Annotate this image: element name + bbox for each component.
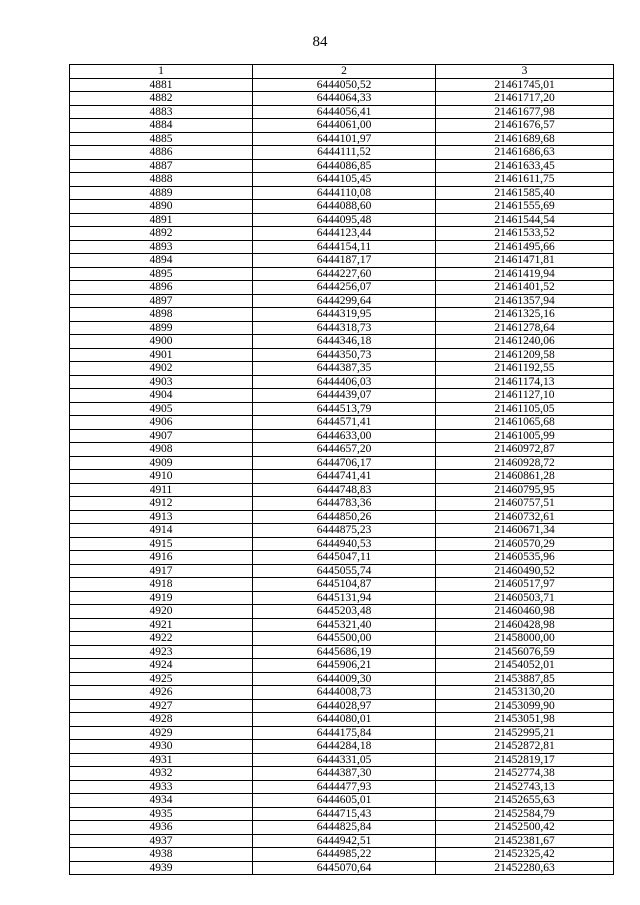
point-number-cell: 4905 bbox=[70, 402, 253, 416]
x-coordinate-cell: 6444571,41 bbox=[253, 416, 436, 430]
table-row bbox=[70, 794, 614, 808]
y-coordinate-cell: 21461745,01 bbox=[436, 78, 614, 92]
y-coordinate-cell: 21460972,87 bbox=[436, 443, 614, 457]
x-coordinate-cell: 6444110,08 bbox=[253, 186, 436, 200]
table-row bbox=[70, 591, 614, 605]
x-coordinate-cell: 6444942,51 bbox=[253, 834, 436, 848]
y-coordinate-cell: 21461240,06 bbox=[436, 335, 614, 349]
y-coordinate-cell: 21453130,20 bbox=[436, 686, 614, 700]
point-number-cell: 4883 bbox=[70, 105, 253, 119]
x-coordinate-cell: 6444439,07 bbox=[253, 389, 436, 403]
y-coordinate-cell: 21461174,13 bbox=[436, 375, 614, 389]
y-coordinate-cell: 21452325,42 bbox=[436, 848, 614, 862]
point-number-cell: 4884 bbox=[70, 119, 253, 133]
y-coordinate-cell: 21460861,28 bbox=[436, 470, 614, 484]
table-row bbox=[70, 254, 614, 268]
point-number-cell: 4895 bbox=[70, 267, 253, 281]
x-coordinate-cell: 6444008,73 bbox=[253, 686, 436, 700]
table-row bbox=[70, 159, 614, 173]
x-coordinate-cell: 6444783,36 bbox=[253, 497, 436, 511]
y-coordinate-cell: 21461611,75 bbox=[436, 173, 614, 187]
x-coordinate-cell: 6444061,00 bbox=[253, 119, 436, 133]
x-coordinate-cell: 6444825,84 bbox=[253, 821, 436, 835]
y-coordinate-cell: 21461419,94 bbox=[436, 267, 614, 281]
x-coordinate-cell: 6444105,45 bbox=[253, 173, 436, 187]
x-coordinate-cell: 6445686,19 bbox=[253, 645, 436, 659]
point-number-cell: 4932 bbox=[70, 767, 253, 781]
x-coordinate-cell: 6444350,73 bbox=[253, 348, 436, 362]
point-number-cell: 4894 bbox=[70, 254, 253, 268]
y-coordinate-cell: 21458000,00 bbox=[436, 632, 614, 646]
point-number-cell: 4890 bbox=[70, 200, 253, 214]
table-row bbox=[70, 645, 614, 659]
table-row bbox=[70, 416, 614, 430]
y-coordinate-cell: 21454052,01 bbox=[436, 659, 614, 673]
x-coordinate-cell: 6444605,01 bbox=[253, 794, 436, 808]
point-number-cell: 4930 bbox=[70, 740, 253, 754]
point-number-cell: 4893 bbox=[70, 240, 253, 254]
x-coordinate-cell: 6444056,41 bbox=[253, 105, 436, 119]
table-row bbox=[70, 834, 614, 848]
table-row bbox=[70, 821, 614, 835]
table-row bbox=[70, 618, 614, 632]
y-coordinate-cell: 21461127,10 bbox=[436, 389, 614, 403]
page-number: 84 bbox=[312, 34, 328, 50]
point-number-cell: 4922 bbox=[70, 632, 253, 646]
point-number-cell: 4926 bbox=[70, 686, 253, 700]
x-coordinate-cell: 6445500,00 bbox=[253, 632, 436, 646]
point-number-cell: 4888 bbox=[70, 173, 253, 187]
table-row bbox=[70, 389, 614, 403]
table-row bbox=[70, 443, 614, 457]
point-number-cell: 4913 bbox=[70, 510, 253, 524]
table-row bbox=[70, 659, 614, 673]
table-row bbox=[70, 848, 614, 862]
table-row bbox=[70, 78, 614, 92]
y-coordinate-cell: 21461676,57 bbox=[436, 119, 614, 133]
table-row bbox=[70, 375, 614, 389]
table-row bbox=[70, 429, 614, 443]
table-row bbox=[70, 497, 614, 511]
table-row bbox=[70, 551, 614, 565]
point-number-cell: 4924 bbox=[70, 659, 253, 673]
point-number-cell: 4889 bbox=[70, 186, 253, 200]
y-coordinate-cell: 21452872,81 bbox=[436, 740, 614, 754]
table-row bbox=[70, 605, 614, 619]
y-coordinate-cell: 21461544,54 bbox=[436, 213, 614, 227]
x-coordinate-cell: 6444064,33 bbox=[253, 92, 436, 106]
x-coordinate-cell: 6444187,17 bbox=[253, 254, 436, 268]
y-coordinate-cell: 21452500,42 bbox=[436, 821, 614, 835]
x-coordinate-cell: 6444331,05 bbox=[253, 753, 436, 767]
y-coordinate-cell: 21452743,13 bbox=[436, 780, 614, 794]
y-coordinate-cell: 21461633,45 bbox=[436, 159, 614, 173]
table-header-row bbox=[70, 65, 614, 79]
point-number-cell: 4902 bbox=[70, 362, 253, 376]
point-number-cell: 4937 bbox=[70, 834, 253, 848]
point-number-cell: 4887 bbox=[70, 159, 253, 173]
x-coordinate-cell: 6445047,11 bbox=[253, 551, 436, 565]
table-row bbox=[70, 537, 614, 551]
table-row bbox=[70, 146, 614, 160]
x-coordinate-cell: 6444175,84 bbox=[253, 726, 436, 740]
table-row bbox=[70, 200, 614, 214]
table-row bbox=[70, 807, 614, 821]
point-number-cell: 4925 bbox=[70, 672, 253, 686]
x-coordinate-cell: 6444088,60 bbox=[253, 200, 436, 214]
table-row bbox=[70, 699, 614, 713]
table-row bbox=[70, 861, 614, 875]
x-coordinate-cell: 6444706,17 bbox=[253, 456, 436, 470]
x-coordinate-cell: 6444154,11 bbox=[253, 240, 436, 254]
table-row bbox=[70, 672, 614, 686]
y-coordinate-cell: 21460928,72 bbox=[436, 456, 614, 470]
y-coordinate-cell: 21460671,34 bbox=[436, 524, 614, 538]
x-coordinate-cell: 6444346,18 bbox=[253, 335, 436, 349]
y-coordinate-cell: 21460428,98 bbox=[436, 618, 614, 632]
x-coordinate-cell: 6444319,95 bbox=[253, 308, 436, 322]
x-coordinate-cell: 6444940,53 bbox=[253, 537, 436, 551]
point-number-cell: 4916 bbox=[70, 551, 253, 565]
y-coordinate-cell: 21461585,40 bbox=[436, 186, 614, 200]
table-row bbox=[70, 740, 614, 754]
point-number-cell: 4909 bbox=[70, 456, 253, 470]
table-row bbox=[70, 713, 614, 727]
table-row bbox=[70, 524, 614, 538]
table-row bbox=[70, 470, 614, 484]
x-coordinate-cell: 6444028,97 bbox=[253, 699, 436, 713]
table-row bbox=[70, 294, 614, 308]
y-coordinate-cell: 21461495,66 bbox=[436, 240, 614, 254]
point-number-cell: 4903 bbox=[70, 375, 253, 389]
y-coordinate-cell: 21452584,79 bbox=[436, 807, 614, 821]
point-number-cell: 4912 bbox=[70, 497, 253, 511]
table-row bbox=[70, 267, 614, 281]
x-coordinate-cell: 6445055,74 bbox=[253, 564, 436, 578]
point-number-cell: 4892 bbox=[70, 227, 253, 241]
x-coordinate-cell: 6444875,23 bbox=[253, 524, 436, 538]
x-coordinate-cell: 6444299,64 bbox=[253, 294, 436, 308]
point-number-cell: 4900 bbox=[70, 335, 253, 349]
table-row bbox=[70, 308, 614, 322]
point-number-cell: 4935 bbox=[70, 807, 253, 821]
y-coordinate-cell: 21461677,98 bbox=[436, 105, 614, 119]
table-body bbox=[70, 78, 614, 875]
point-number-cell: 4938 bbox=[70, 848, 253, 862]
y-coordinate-cell: 21460460,98 bbox=[436, 605, 614, 619]
y-coordinate-cell: 21460503,71 bbox=[436, 591, 614, 605]
point-number-cell: 4928 bbox=[70, 713, 253, 727]
x-coordinate-cell: 6444256,07 bbox=[253, 281, 436, 295]
table-row bbox=[70, 456, 614, 470]
column-header-3: 3 bbox=[436, 65, 614, 79]
y-coordinate-cell: 21461278,64 bbox=[436, 321, 614, 335]
y-coordinate-cell: 21461401,52 bbox=[436, 281, 614, 295]
table-row bbox=[70, 348, 614, 362]
point-number-cell: 4923 bbox=[70, 645, 253, 659]
x-coordinate-cell: 6444080,01 bbox=[253, 713, 436, 727]
x-coordinate-cell: 6445321,40 bbox=[253, 618, 436, 632]
y-coordinate-cell: 21452774,38 bbox=[436, 767, 614, 781]
x-coordinate-cell: 6444513,79 bbox=[253, 402, 436, 416]
y-coordinate-cell: 21460517,97 bbox=[436, 578, 614, 592]
point-number-cell: 4921 bbox=[70, 618, 253, 632]
table-row bbox=[70, 564, 614, 578]
coordinates-table bbox=[69, 64, 614, 875]
point-number-cell: 4882 bbox=[70, 92, 253, 106]
x-coordinate-cell: 6444095,48 bbox=[253, 213, 436, 227]
point-number-cell: 4919 bbox=[70, 591, 253, 605]
point-number-cell: 4898 bbox=[70, 308, 253, 322]
point-number-cell: 4933 bbox=[70, 780, 253, 794]
column-header-2: 2 bbox=[253, 65, 436, 79]
column-header-1: 1 bbox=[70, 65, 253, 79]
table-row bbox=[70, 186, 614, 200]
point-number-cell: 4929 bbox=[70, 726, 253, 740]
y-coordinate-cell: 21461357,94 bbox=[436, 294, 614, 308]
point-number-cell: 4906 bbox=[70, 416, 253, 430]
table-row bbox=[70, 578, 614, 592]
y-coordinate-cell: 21461533,52 bbox=[436, 227, 614, 241]
point-number-cell: 4934 bbox=[70, 794, 253, 808]
x-coordinate-cell: 6444406,03 bbox=[253, 375, 436, 389]
y-coordinate-cell: 21461717,20 bbox=[436, 92, 614, 106]
point-number-cell: 4899 bbox=[70, 321, 253, 335]
point-number-cell: 4881 bbox=[70, 78, 253, 92]
x-coordinate-cell: 6444985,22 bbox=[253, 848, 436, 862]
y-coordinate-cell: 21460795,95 bbox=[436, 483, 614, 497]
point-number-cell: 4918 bbox=[70, 578, 253, 592]
point-number-cell: 4897 bbox=[70, 294, 253, 308]
table-row bbox=[70, 173, 614, 187]
x-coordinate-cell: 6444850,26 bbox=[253, 510, 436, 524]
table-row bbox=[70, 213, 614, 227]
point-number-cell: 4885 bbox=[70, 132, 253, 146]
table-row bbox=[70, 780, 614, 794]
table-row bbox=[70, 132, 614, 146]
table-row bbox=[70, 402, 614, 416]
point-number-cell: 4891 bbox=[70, 213, 253, 227]
point-number-cell: 4904 bbox=[70, 389, 253, 403]
y-coordinate-cell: 21460490,52 bbox=[436, 564, 614, 578]
y-coordinate-cell: 21461686,63 bbox=[436, 146, 614, 160]
table-row bbox=[70, 362, 614, 376]
y-coordinate-cell: 21456076,59 bbox=[436, 645, 614, 659]
table-row bbox=[70, 105, 614, 119]
table-row bbox=[70, 321, 614, 335]
x-coordinate-cell: 6444227,60 bbox=[253, 267, 436, 281]
y-coordinate-cell: 21452819,17 bbox=[436, 753, 614, 767]
x-coordinate-cell: 6445131,94 bbox=[253, 591, 436, 605]
x-coordinate-cell: 6445906,21 bbox=[253, 659, 436, 673]
y-coordinate-cell: 21461689,68 bbox=[436, 132, 614, 146]
y-coordinate-cell: 21452995,21 bbox=[436, 726, 614, 740]
x-coordinate-cell: 6444387,30 bbox=[253, 767, 436, 781]
x-coordinate-cell: 6444123,44 bbox=[253, 227, 436, 241]
point-number-cell: 4936 bbox=[70, 821, 253, 835]
point-number-cell: 4914 bbox=[70, 524, 253, 538]
table-row bbox=[70, 510, 614, 524]
x-coordinate-cell: 6444009,30 bbox=[253, 672, 436, 686]
point-number-cell: 4917 bbox=[70, 564, 253, 578]
y-coordinate-cell: 21452280,63 bbox=[436, 861, 614, 875]
point-number-cell: 4910 bbox=[70, 470, 253, 484]
table-row bbox=[70, 483, 614, 497]
x-coordinate-cell: 6444318,73 bbox=[253, 321, 436, 335]
y-coordinate-cell: 21461209,58 bbox=[436, 348, 614, 362]
point-number-cell: 4939 bbox=[70, 861, 253, 875]
x-coordinate-cell: 6444284,18 bbox=[253, 740, 436, 754]
x-coordinate-cell: 6444633,00 bbox=[253, 429, 436, 443]
table-row bbox=[70, 335, 614, 349]
y-coordinate-cell: 21461471,81 bbox=[436, 254, 614, 268]
x-coordinate-cell: 6444111,52 bbox=[253, 146, 436, 160]
x-coordinate-cell: 6444086,85 bbox=[253, 159, 436, 173]
y-coordinate-cell: 21461105,05 bbox=[436, 402, 614, 416]
table-row bbox=[70, 119, 614, 133]
y-coordinate-cell: 21460757,51 bbox=[436, 497, 614, 511]
y-coordinate-cell: 21461005,99 bbox=[436, 429, 614, 443]
x-coordinate-cell: 6444387,35 bbox=[253, 362, 436, 376]
y-coordinate-cell: 21461325,16 bbox=[436, 308, 614, 322]
point-number-cell: 4931 bbox=[70, 753, 253, 767]
table-row bbox=[70, 281, 614, 295]
y-coordinate-cell: 21461555,69 bbox=[436, 200, 614, 214]
x-coordinate-cell: 6444101,97 bbox=[253, 132, 436, 146]
y-coordinate-cell: 21453099,90 bbox=[436, 699, 614, 713]
table-row bbox=[70, 632, 614, 646]
x-coordinate-cell: 6444748,83 bbox=[253, 483, 436, 497]
table-row bbox=[70, 227, 614, 241]
x-coordinate-cell: 6444715,43 bbox=[253, 807, 436, 821]
y-coordinate-cell: 21460535,96 bbox=[436, 551, 614, 565]
point-number-cell: 4901 bbox=[70, 348, 253, 362]
x-coordinate-cell: 6445070,64 bbox=[253, 861, 436, 875]
y-coordinate-cell: 21460732,61 bbox=[436, 510, 614, 524]
table-row bbox=[70, 92, 614, 106]
x-coordinate-cell: 6445104,87 bbox=[253, 578, 436, 592]
x-coordinate-cell: 6444477,93 bbox=[253, 780, 436, 794]
point-number-cell: 4920 bbox=[70, 605, 253, 619]
y-coordinate-cell: 21453887,85 bbox=[436, 672, 614, 686]
x-coordinate-cell: 6445203,48 bbox=[253, 605, 436, 619]
y-coordinate-cell: 21452655,63 bbox=[436, 794, 614, 808]
point-number-cell: 4927 bbox=[70, 699, 253, 713]
point-number-cell: 4896 bbox=[70, 281, 253, 295]
y-coordinate-cell: 21453051,98 bbox=[436, 713, 614, 727]
table-row bbox=[70, 686, 614, 700]
x-coordinate-cell: 6444050,52 bbox=[253, 78, 436, 92]
point-number-cell: 4911 bbox=[70, 483, 253, 497]
y-coordinate-cell: 21461192,55 bbox=[436, 362, 614, 376]
point-number-cell: 4907 bbox=[70, 429, 253, 443]
table-row bbox=[70, 726, 614, 740]
y-coordinate-cell: 21461065,68 bbox=[436, 416, 614, 430]
y-coordinate-cell: 21452381,67 bbox=[436, 834, 614, 848]
table-row bbox=[70, 753, 614, 767]
table-row bbox=[70, 767, 614, 781]
x-coordinate-cell: 6444657,20 bbox=[253, 443, 436, 457]
point-number-cell: 4886 bbox=[70, 146, 253, 160]
y-coordinate-cell: 21460570,29 bbox=[436, 537, 614, 551]
x-coordinate-cell: 6444741,41 bbox=[253, 470, 436, 484]
point-number-cell: 4908 bbox=[70, 443, 253, 457]
point-number-cell: 4915 bbox=[70, 537, 253, 551]
table-row bbox=[70, 240, 614, 254]
